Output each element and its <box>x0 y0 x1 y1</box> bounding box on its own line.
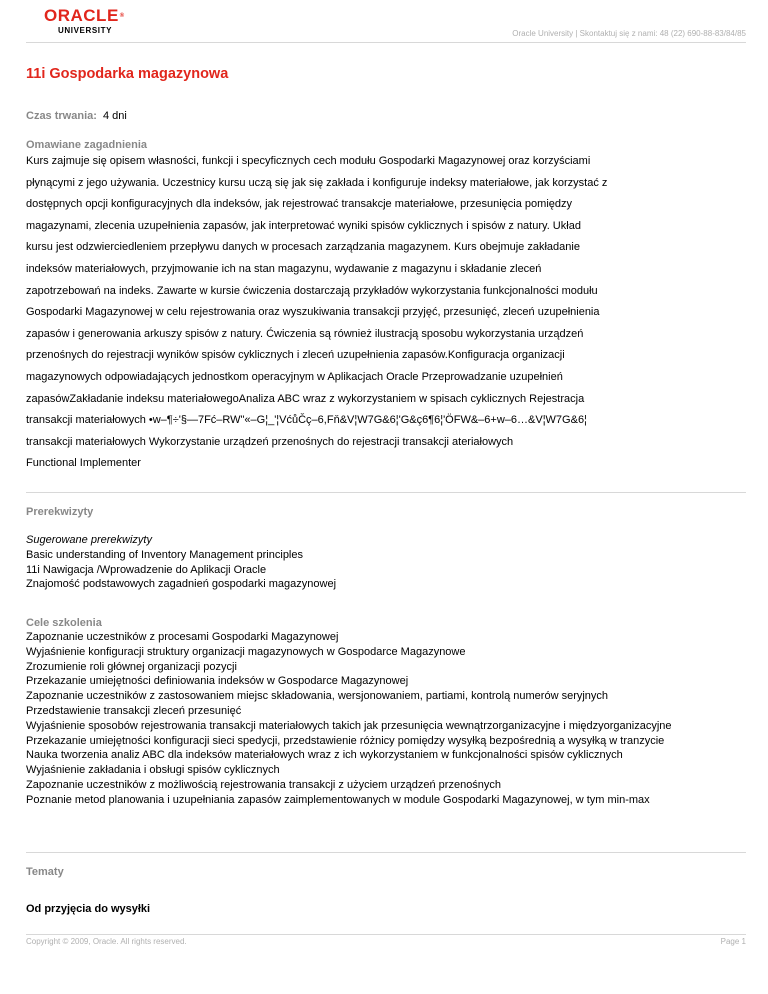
overview-line: transakcji materiałowych Wykorzystanie urządzeń przenośnych do rejestracji transakcji ateriałowych <box>26 435 514 448</box>
objective-item: Wyjaśnienie konfiguracji struktury organizacji magazynowych w Gospodarce Magazynowe <box>26 645 466 658</box>
duration-value: 4 dni <box>102 110 127 122</box>
overview-line: kursu jest odzwierciedleniem przepływu danych w procesach zarządzania magazynem. Kurs obejmuje zakładanie <box>26 241 580 254</box>
objective-item: Przekazanie umiejętności konfiguracji sieci spedycji, przedstawienie różnicy pomiędzy wysyłką bezpośrednią a wysyłką w tranzycie <box>26 734 665 747</box>
overview-heading: Omawiane zagadnienia <box>26 139 148 151</box>
section-divider <box>26 492 746 493</box>
prerequisite-item: Basic understanding of Inventory Management principles <box>26 548 303 561</box>
header-divider <box>26 42 746 43</box>
overview-text <box>26 151 750 453</box>
prerequisites-heading: Prerekwizyty <box>26 506 94 518</box>
objective-item: Wyjaśnienie zakładania i obsługi spisów cyklicznych <box>26 764 280 777</box>
overview-line: magazynami, zlecenia uzupełnienia zapasów, jak interpretować wyniki spisów cyklicznych i spisów z natury. Układ <box>26 219 581 232</box>
copyright: Copyright © 2009, Oracle. All rights reserved. <box>26 937 187 946</box>
topic-title: Od przyjęcia do wysyłki <box>26 903 151 915</box>
logo-brand: ORACLE® <box>44 6 125 25</box>
oracle-university-logo[interactable] <box>44 7 140 35</box>
objective-item: Nauka tworzenia analiz ABC dla indeksów materiałowych wraz z ich wykorzystaniem w funkcjonalności spisów cyklicznych <box>26 749 623 762</box>
overview-line: indeksów materiałowych, przyjmowanie ich na stan magazynu, wydawanie z magazynu i składanie zleceń <box>26 262 542 275</box>
prerequisite-item: 11i Nawigacja /Wprowadzenie do Aplikacji Oracle <box>26 563 267 576</box>
objective-item: Przekazanie umiejętności definiowania indeksów w Gospodarce Magazynowej <box>26 675 409 688</box>
overview-line: Gospodarki Magazynowej w celu rejestrowania oraz wyszukiwania transakcji przyjęć, przesunięć, zleceń uzupełnienia <box>26 306 600 319</box>
audience: Functional Implementer <box>26 457 141 469</box>
logo-subtitle: UNIVERSITY <box>58 26 113 35</box>
objective-item: Poznanie metod planowania i uzupełniania zapasów zaimplementowanych w module Gospodarki Magazynowej, w tym min-max <box>26 793 650 806</box>
course-duration <box>26 110 127 122</box>
topics-heading: Tematy <box>26 866 64 878</box>
page-number: Page 1 <box>720 937 746 946</box>
overview-line: dostępnych opcji konfiguracyjnych dla indeksów, jak rejestrować transakcje materiałowe, przesunięcia pomiędzy <box>26 198 572 211</box>
objectives-list <box>26 630 752 808</box>
overview-line: magazynowych odpowiadających jednostkom operacyjnym w Aplikacjach Oracle Przeprowadzanie uzupełnień <box>26 370 563 383</box>
contact-line: Oracle University | Skontaktuj się z nami: 48 (22) 690-88-83/84/85 <box>512 29 746 38</box>
objectives-heading: Cele szkolenia <box>26 617 102 629</box>
overview-line: zapasów i generowania arkuszy spisów z natury. Ćwiczenia są również ilustracją sposobu wykorzystania urządzeń <box>26 327 584 340</box>
overview-line: zapotrzebowań na indeks. Zawarte w kursie ćwiczenia dostarczają przykładów wykorzystania funkcjonalności modułu <box>26 284 598 297</box>
overview-line: przenośnych do rejestracji wyników spisów cyklicznych i zleceń uzupełnienia zapasów.Konfiguracja organizacji <box>26 349 565 362</box>
overview-line: płynącymi z jego używania. Uczestnicy kursu uczą się jak się zakłada i konfiguruje indeksy materiałowe, jak korzystać z <box>26 176 608 189</box>
duration-label: Czas trwania: <box>26 110 97 122</box>
prerequisite-item: Znajomość podstawowych zagadnień gospodarki magazynowej <box>26 578 337 591</box>
overview-line: Kurs zajmuje się opisem własności, funkcji i specyficznych cech modułu Gospodarki Magazynowej oraz korzyściami <box>26 155 591 167</box>
objective-item: Zapoznanie uczestników z procesami Gospodarki Magazynowej <box>26 631 339 643</box>
objective-item: Przedstawienie transakcji zleceń przesunięć <box>26 704 242 717</box>
overview-line: zapasówZakładanie indeksu materiałowegoAnaliza ABC wraz z wykorzystaniem w spisach cyklicznych Rejestracja <box>26 392 585 405</box>
objective-item: Zapoznanie uczestników z zastosowaniem miejsc składowania, wersjonowaniem, partiami, kontrolą numerów seryjnych <box>26 690 609 703</box>
objective-item: Zrozumienie roli głównej organizacji pozycji <box>26 660 237 673</box>
objective-item: Wyjaśnienie sposobów rejestrowania transakcji materiałowych takich jak przesunięcia wewnątrzorganizacyjne i międzyorganizacyjne <box>26 719 672 732</box>
overview-line: transakcji materiałowych •w–¶÷'§—7Fć–RW"«–G¦_'¦VćůČç–6,Fň&V¦W7G&6¦'G&ç6¶6¦'ÖFW&–6+w–6…&V¦W7G&6¦ <box>26 414 587 427</box>
section-divider <box>26 852 746 853</box>
suggested-prerequisites-label: Sugerowane prerekwizyty <box>26 534 152 546</box>
footer-divider <box>26 934 746 935</box>
objective-item: Zapoznanie uczestników z możliwością rejestrowania transakcji z użyciem urządzeń przenośnych <box>26 778 502 791</box>
prerequisites-list <box>26 533 752 592</box>
page-title: 11i Gospodarka magazynowa <box>26 66 229 82</box>
